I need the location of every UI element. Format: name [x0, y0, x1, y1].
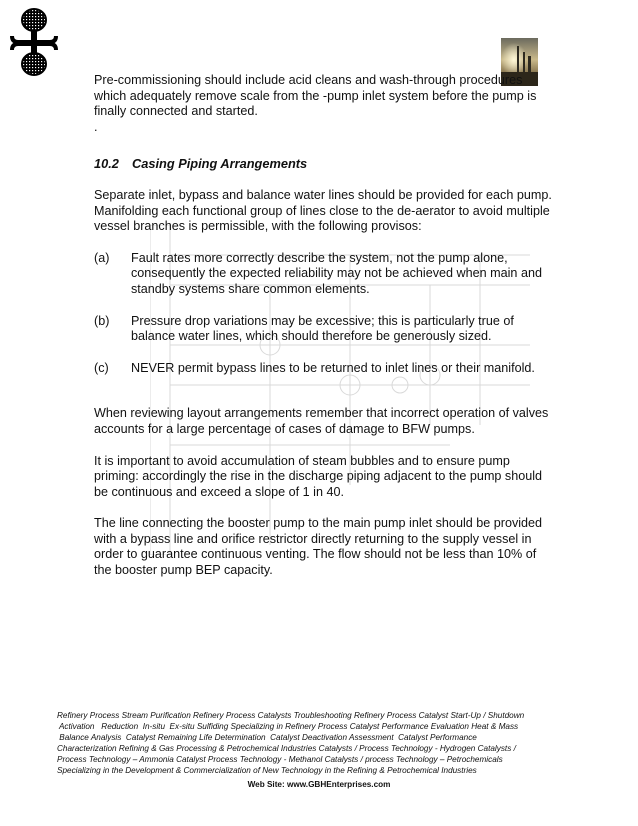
paragraph-steam: It is important to avoid accumulation of steam bubbles and to ensure pump priming: accordingly the rise in the discharge piping adjacent to the pump should be continuous and exceed a slope of 1 in 40.	[94, 453, 543, 499]
footer-line: Process Technology – Ammonia Catalyst Process Technology - Methanol Catalysts / process Technology – Petrochemicals	[57, 754, 503, 764]
list-item-label: (a)	[94, 250, 110, 265]
section-title: Casing Piping Arrangements	[132, 156, 308, 172]
intro-paragraph: Pre-commissioning should include acid cleans and wash-through procedures which adequately remove scale from the -pump inlet system before the pump is finally connected and started.	[94, 73, 537, 119]
list-item	[94, 361, 554, 377]
footer-line: Balance Analysis Catalyst Remaining Life Determination Catalyst Deactivation Assessment Catalyst Performance	[57, 732, 477, 742]
website-link[interactable]: Web Site: www.GBHEnterprises.com	[247, 780, 391, 789]
list-item	[94, 251, 554, 298]
list-item	[94, 314, 554, 345]
list-item-text: NEVER permit bypass lines to be returned to inlet lines or their manifold.	[131, 360, 535, 375]
footer-line: Characterization Refining & Gas Processing & Petrochemical Industries Catalysts / Process Technology - Hydrogen Catalysts /	[57, 743, 516, 753]
list-item-text: Pressure drop variations may be excessive; this is particularly true of balance water lines, which should therefore be generously sized.	[131, 313, 514, 344]
section-heading	[94, 156, 554, 172]
list-item-label: (b)	[94, 313, 110, 328]
footer-line: Refinery Process Stream Purification Refinery Process Catalysts Troubleshooting Refinery Process Catalyst Start-Up / Shutdown	[57, 711, 525, 720]
footer-keywords	[57, 711, 557, 776]
paragraph-provisos: Separate inlet, bypass and balance water lines should be provided for each pump. Manifolding each functional group of lines close to the de-aerator to avoid multiple vessel branches is permissible, with the following provisos:	[94, 187, 552, 234]
company-logo-icon	[10, 6, 58, 78]
section-number: 10.2	[94, 156, 119, 172]
document-body	[94, 73, 554, 595]
list-item-label: (c)	[94, 360, 109, 375]
separator-dot: .	[94, 119, 98, 134]
footer-line: Specializing in the Development & Commercialization of New Technology in the Refining & Petrochemical Industries	[57, 765, 477, 775]
list-item-text: Fault rates more correctly describe the system, not the pump alone, consequently the expected reliability may not be achieved when main and standby systems share common elements.	[131, 250, 542, 296]
paragraph-layout: When reviewing layout arrangements remember that incorrect operation of valves accounts for a large percentage of cases of damage to BFW pumps.	[94, 406, 549, 436]
paragraph-booster: The line connecting the booster pump to the main pump inlet should be provided with a bypass line and orifice restrictor directly returning to the supply vessel in order to guarantee continuous venting. The flow should not be less than 10% of the booster pump BEP capacity.	[94, 516, 543, 578]
footer-line: Activation Reduction In-situ Ex-situ Sulfiding Specializing in Refinery Process Catalyst Performance Evaluation Heat & Mass	[57, 721, 519, 731]
